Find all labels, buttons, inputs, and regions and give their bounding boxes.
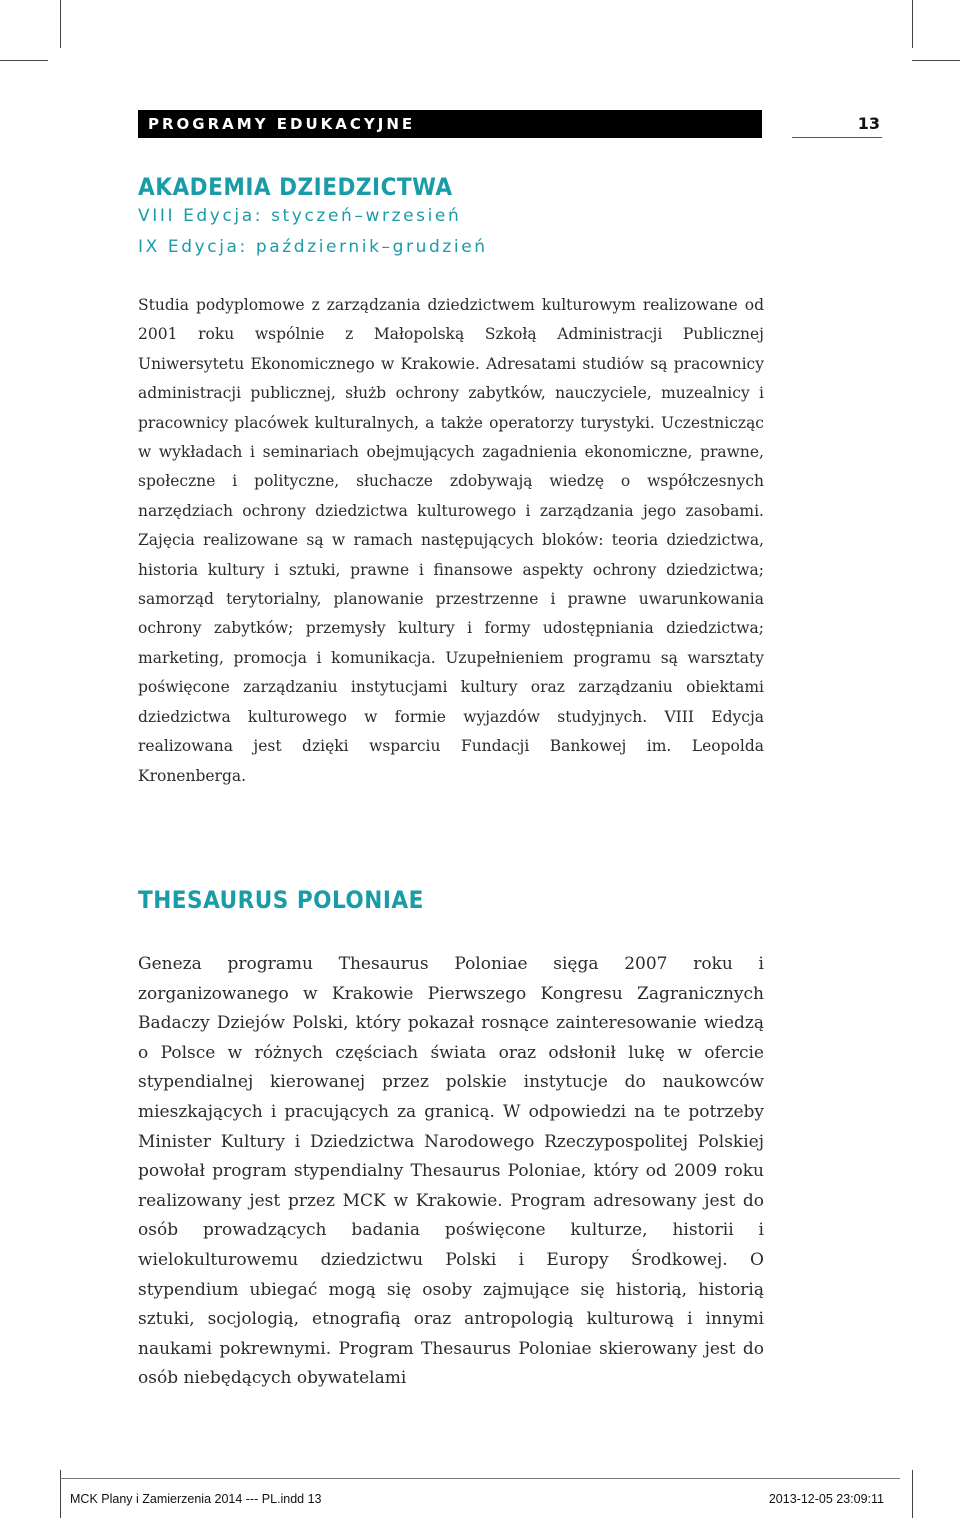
footer-file-name: MCK Plany i Zamierzenia 2014 --- PL.indd 13 xyxy=(70,1492,322,1506)
edition-subtitle-viii: VIII Edycja: styczeń–wrzesień xyxy=(138,206,462,226)
section-header-bar xyxy=(138,110,762,138)
section-title-thesaurus: THESAURUS POLONIAE xyxy=(138,886,424,914)
footer-timestamp: 2013-12-05 23:09:11 xyxy=(768,1492,884,1506)
crop-mark xyxy=(912,1470,913,1518)
page-number: 13 xyxy=(857,114,880,133)
crop-mark xyxy=(0,60,48,61)
edition-subtitle-ix: IX Edycja: październik–grudzień xyxy=(138,237,488,257)
crop-mark xyxy=(912,60,960,61)
thesaurus-body-paragraph: Geneza programu Thesaurus Poloniae sięga 2007 roku i zorganizowanego w Krakowie Pierwszego Kongresu Zagranicznych Badaczy Dziejów Polski, który pokazał rosnące zainteresowanie wiedzą o Polsce w różnych częściach świata oraz odsłonił lukę w ofercie stypendialnej kierowanej przez polskie instytucje do naukowców mieszkających i pracujących za granicą. W odpowiedzi na te potrzeby Minister Kultury i Dziedzictwa Narodowego Rzeczypospolitej Polskiej powołał program stypendialny Thesaurus Poloniae, który od 2009 roku realizowany jest przez MCK w Krakowie. Program adresowany jest do osób prowadzących badania poświęcone kulturze, historii i wielokulturowemu dziedzictwu Polski i Europy Środkowej. O stypendium ubiegać mogą się osoby zajmujące się historią, historią sztuki, socjologią, etnografią oraz antropologią kulturową i innymi naukami pokrewnymi. Program Thesaurus Poloniae skierowany jest do osób niebędących obywatelami xyxy=(138,954,764,1389)
section-header-label: PROGRAMY EDUKACYJNE xyxy=(148,115,416,133)
footer-rule xyxy=(60,1478,900,1479)
page-number-rule xyxy=(792,137,882,138)
section-title-akademia: AKADEMIA DZIEDZICTWA xyxy=(138,173,453,201)
crop-mark xyxy=(60,0,61,48)
crop-mark xyxy=(912,0,913,48)
akademia-body-paragraph: Studia podyplomowe z zarządzania dziedzictwem kulturowym realizowane od 2001 roku wspólnie z Małopolską Szkołą Administracji Publicznej Uniwersytetu Ekonomicznego w Krakowie. Adresatami studiów są pracownicy administracji publicznej, służb ochrony zabytków, nauczyciele, muzealnicy i pracownicy placówek kulturalnych, a także operatorzy turystyki. Uczestnicząc w wykładach i seminariach obejmujących zagadnienia ekonomiczne, prawne, społeczne i polityczne, słuchacze zdobywają wiedzę o współczesnych narzędziach ochrony dziedzictwa kulturowego i zarządzania jego zasobami. Zajęcia realizowane są w ramach następujących bloków: teoria dziedzictwa, historia kultury i sztuki, prawne i finansowe aspekty ochrony dziedzictwa; samorząd terytorialny, planowanie przestrzenne i prawne uwarunkowania ochrony zabytków; przemysły kultury i formy udostępniania dziedzictwa; marketing, promocja i komunikacja. Uzupełnieniem programu są warsztaty poświęcone zarządzaniu instytucjami kultury oraz zarządzaniu obiektami dziedzictwa kulturowego w formie wyjazdów studyjnych. VIII Edycja realizowana jest dzięki wsparciu Fundacji Bankowej im. Leopolda Kronenberga. xyxy=(138,296,764,785)
